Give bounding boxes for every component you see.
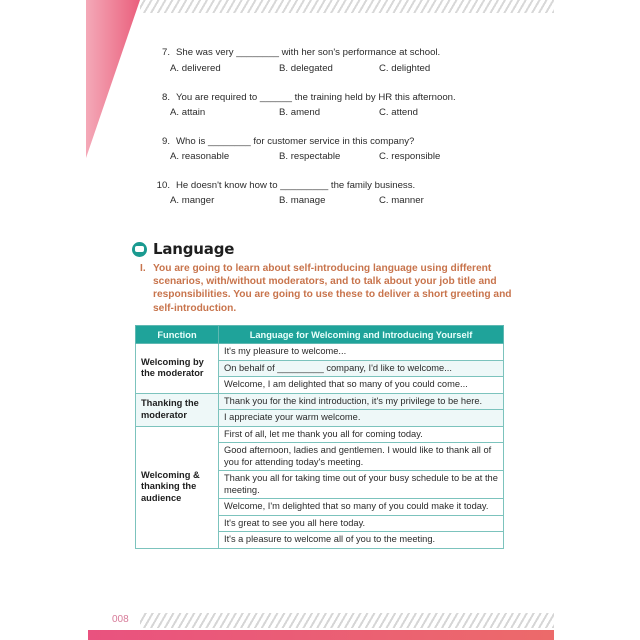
instruction-text: You are going to learn about self-introducing language using different scenarios, with/without moderators, and to talk about your job title and responsibilities. You are going to use these to deliver a short greeting and self-introduction. (153, 263, 512, 314)
question-8 (150, 92, 456, 103)
option-c: C. responsible (379, 151, 441, 162)
option-c: C. delighted (379, 63, 431, 74)
top-stripe-decoration (140, 0, 554, 13)
speech-bubble-icon (132, 242, 147, 257)
instruction-number: I. (140, 263, 146, 274)
phrase-cell: Welcome, I'm delighted that so many of you could make it today. (219, 499, 504, 516)
phrase-cell: It's a pleasure to welcome all of you to the meeting. (219, 532, 504, 549)
header-language: Language for Welcoming and Introducing Yourself (219, 326, 504, 344)
bottom-pink-bar (88, 630, 554, 640)
question-text: You are required to ______ the training held by HR this afternoon. (176, 92, 456, 103)
table-row (136, 393, 504, 410)
header-function: Function (136, 326, 219, 344)
question-number: 10. (156, 180, 170, 191)
question-text: Who is ________ for customer service in this company? (176, 136, 415, 147)
function-cell: Welcoming & thanking the audience (136, 426, 219, 548)
question-number: 8. (161, 92, 170, 103)
question-number: 7. (161, 47, 170, 58)
function-cell: Welcoming by the moderator (136, 344, 219, 394)
phrase-cell: Thank you all for taking time out of your busy schedule to be at the meeting. (219, 471, 504, 499)
table-row (136, 344, 504, 361)
phrase-cell: On behalf of _________ company, I'd like to welcome... (219, 360, 504, 377)
question-7 (150, 47, 440, 58)
function-cell: Thanking the moderator (136, 393, 219, 426)
option-a: A. delivered (170, 63, 221, 74)
option-a: A. reasonable (170, 151, 230, 162)
option-c: C. attend (379, 107, 418, 118)
table-row (136, 426, 504, 443)
question-text: He doesn't know how to _________ the family business. (176, 180, 416, 191)
option-c: C. manner (379, 195, 424, 206)
section-heading (132, 240, 234, 258)
question-text: She was very ________ with her son's performance at school. (176, 47, 441, 58)
bottom-stripe-decoration (140, 613, 554, 628)
phrase-cell: Welcome, I am delighted that so many of you could come... (219, 377, 504, 394)
instruction (140, 262, 512, 315)
pink-triangle-decoration (86, 0, 140, 158)
table-header-row (136, 326, 504, 344)
language-table (135, 325, 504, 549)
phrase-cell: I appreciate your warm welcome. (219, 410, 504, 427)
phrase-cell: Thank you for the kind introduction, it's my privilege to be here. (219, 393, 504, 410)
phrase-cell: It's my pleasure to welcome... (219, 344, 504, 361)
option-b: B. delegated (279, 63, 333, 74)
question-number: 9. (161, 136, 170, 147)
option-a: A. manger (170, 195, 215, 206)
page-number: 008 (112, 614, 129, 625)
option-b: B. manage (279, 195, 326, 206)
question-9 (150, 136, 414, 147)
phrase-cell: First of all, let me thank you all for coming today. (219, 426, 504, 443)
option-b: B. respectable (279, 151, 341, 162)
section-title: Language (153, 240, 235, 258)
option-a: A. attain (170, 107, 206, 118)
phrase-cell: Good afternoon, ladies and gentlemen. I would like to thank all of you for attending today's meeting. (219, 443, 504, 471)
phrase-cell: It's great to see you all here today. (219, 515, 504, 532)
question-10 (150, 180, 415, 191)
option-b: B. amend (279, 107, 321, 118)
